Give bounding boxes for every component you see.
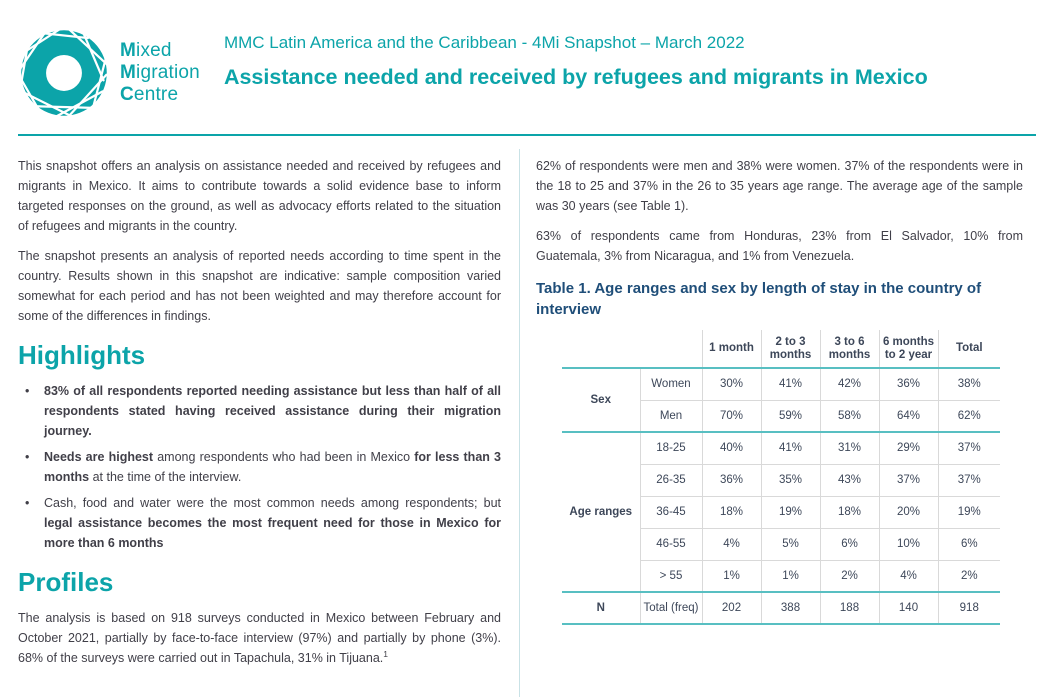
cell: 19% (938, 496, 1000, 528)
table-row (562, 432, 1000, 464)
cell: 2% (938, 560, 1000, 592)
cell: 29% (879, 432, 938, 464)
table-corner-cell (562, 330, 702, 368)
cell: 30% (702, 368, 761, 400)
profiles-text: The analysis is based on 918 surveys conducted in Mexico between February and October 2021, partially by face-to-face interview (97%) and partially by phone (3%). 68% of the surveys were carried out in Tapachula, 31% in Tijuana. (18, 611, 501, 665)
cell: 18% (702, 496, 761, 528)
wordmark-line: Migration (120, 62, 200, 83)
wordmark-line: Centre (120, 84, 179, 105)
cell: 62% (938, 400, 1000, 432)
mmc-logo (18, 27, 200, 119)
row-label: Men (640, 400, 702, 432)
header (0, 0, 1054, 119)
bullet-text: legal assistance becomes the most frequent need for those in Mexico for more than 6 months (44, 516, 501, 550)
nationalities-paragraph: 63% of respondents came from Honduras, 23% from El Salvador, 10% from Guatemala, 3% from Nicaragua, and 1% from Venezuela. (536, 229, 1023, 263)
table-row-totals (562, 592, 1000, 624)
cell: 42% (820, 368, 879, 400)
bullet-text: at the time of the interview. (92, 470, 242, 484)
cell: 41% (761, 432, 820, 464)
table1 (562, 330, 1000, 625)
bullet-text: for less than 3 months (44, 450, 502, 484)
row-label: Women (640, 368, 702, 400)
page-title: Assistance needed and received by refugees and migrants in Mexico (223, 65, 928, 89)
row-label: 18-25 (640, 432, 702, 464)
table-header-row (562, 330, 1000, 368)
profiles-heading: Profiles (18, 567, 114, 597)
cell: 40% (702, 432, 761, 464)
cell: 6% (938, 528, 1000, 560)
row-label: 36-45 (640, 496, 702, 528)
title-block (224, 27, 928, 91)
cell: 18% (820, 496, 879, 528)
highlight-bullet (18, 447, 501, 487)
group-label: Sex (562, 368, 640, 432)
left-column (18, 136, 501, 697)
group-label: Age ranges (562, 432, 640, 592)
cell: 188 (820, 592, 879, 624)
cell: 4% (879, 560, 938, 592)
column-divider (519, 149, 520, 697)
cell: 64% (879, 400, 938, 432)
col-header: 3 to 6 months (820, 330, 879, 368)
cell: 58% (820, 400, 879, 432)
table1-title: Table 1. Age ranges and sex by length of stay in the country of interview (536, 280, 982, 318)
cell: 37% (938, 464, 1000, 496)
cell: 388 (761, 592, 820, 624)
cell: 1% (761, 560, 820, 592)
cell: 31% (820, 432, 879, 464)
cell: 70% (702, 400, 761, 432)
highlight-bullet (18, 493, 501, 553)
cell: 41% (761, 368, 820, 400)
cell: 43% (820, 464, 879, 496)
cell: 20% (879, 496, 938, 528)
cell: 4% (702, 528, 761, 560)
cell: 918 (938, 592, 1000, 624)
table-row (562, 368, 1000, 400)
cell: 35% (761, 464, 820, 496)
demographics-paragraph: 62% of respondents were men and 38% were women. 37% of the respondents were in the 18 to 25 and 37% in the 26 to 35 years age range. The average age of the sample was 30 years (see Table 1). (536, 159, 1023, 213)
mmc-logo-icon (18, 27, 110, 119)
group-label: N (562, 592, 640, 624)
cell: 140 (879, 592, 938, 624)
cell: 36% (879, 368, 938, 400)
cell: 37% (879, 464, 938, 496)
bullet-text: Cash, food and water were the most common needs among respondents; but (44, 496, 501, 510)
cell: 19% (761, 496, 820, 528)
footnote-marker: 1 (383, 648, 388, 659)
row-label: Total (freq) (640, 592, 702, 624)
cell: 36% (702, 464, 761, 496)
highlights-list (18, 381, 501, 553)
col-header: 2 to 3 months (761, 330, 820, 368)
bullet-text: Needs are highest (44, 450, 158, 464)
cell: 5% (761, 528, 820, 560)
col-header: Total (938, 330, 1000, 368)
cell: 37% (938, 432, 1000, 464)
col-header: 1 month (702, 330, 761, 368)
cell: 10% (879, 528, 938, 560)
intro-paragraph: This snapshot offers an analysis on assistance needed and received by refugees and migrants in Mexico. It aims to contribute towards a solid evidence base to inform targeted responses on the ground, as well as advocacy efforts related to the situation of refugees and migrants in the country. (18, 159, 501, 233)
cell: 59% (761, 400, 820, 432)
right-column (536, 136, 1023, 697)
row-label: 46-55 (640, 528, 702, 560)
wordmark-line: Mixed (120, 40, 172, 61)
cell: 1% (702, 560, 761, 592)
profiles-paragraph (18, 608, 501, 668)
cell: 202 (702, 592, 761, 624)
content-columns (0, 136, 1054, 697)
row-label: > 55 (640, 560, 702, 592)
intro-paragraph: The snapshot presents an analysis of reported needs according to time spent in the country. Results shown in this snapshot are indicative: sample composition varied somewhat for each period and has not been weighted and may therefore account for some of the differences in findings. (18, 249, 501, 323)
mmc-logo-wordmark (120, 40, 200, 106)
cell: 38% (938, 368, 1000, 400)
cell: 2% (820, 560, 879, 592)
row-label: 26-35 (640, 464, 702, 496)
bullet-text: 83% of all respondents reported needing assistance but less than half of all respondents stated having received assistance during their migration journey. (44, 384, 501, 438)
highlights-heading: Highlights (18, 340, 146, 370)
bullet-text: among respondents who had been in Mexico (157, 450, 415, 464)
col-header: 6 months to 2 year (879, 330, 938, 368)
snapshot-kicker: MMC Latin America and the Caribbean - 4Mi Snapshot – March 2022 (223, 33, 745, 52)
highlight-bullet (18, 381, 501, 441)
cell: 6% (820, 528, 879, 560)
